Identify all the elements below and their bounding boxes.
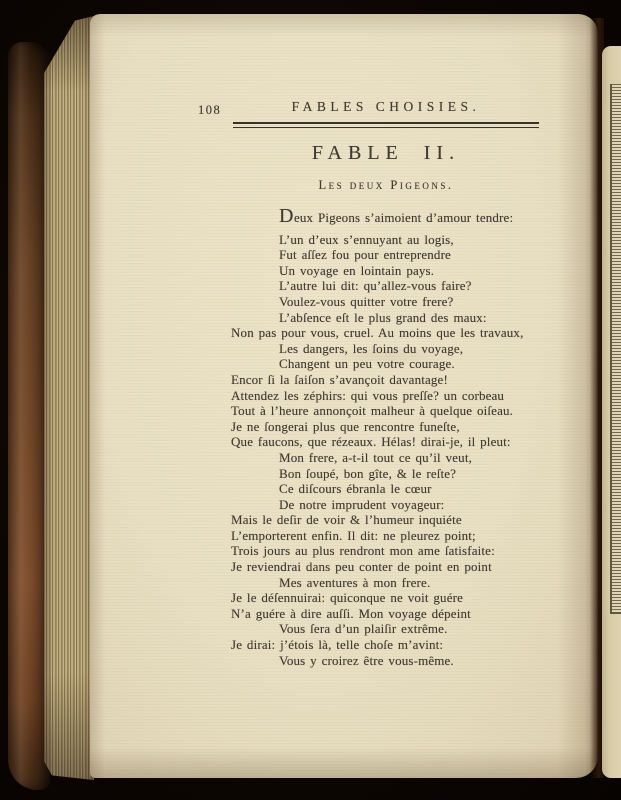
poem-line — [231, 247, 581, 263]
facing-page-text-edge — [610, 84, 621, 614]
poem-line-text: Mon frere, a-t-il tout ce qu’il veut, — [279, 449, 472, 465]
poem-line-text: N’a guére à dire auſſi. Mon voyage dépeint — [231, 605, 471, 621]
poem-line-text: Je ne ſongerai plus que rencontre funeſte, — [231, 418, 460, 434]
poem-line-text: Mes aventures à mon frere. — [279, 574, 431, 590]
poem-line — [231, 372, 581, 388]
poem-line — [231, 621, 581, 637]
poem-line — [231, 528, 581, 544]
poem-line — [231, 481, 581, 497]
poem-line — [231, 310, 581, 326]
poem-line-text: Je reviendrai dans peu conter de point en point — [231, 559, 492, 575]
running-title: FABLES CHOISIES. — [291, 99, 481, 114]
poem-line — [231, 653, 581, 669]
poem-line-text: L’un d’eux s’ennuyant au logis, — [279, 231, 454, 247]
poem-line-text: Mais le deſir de voir & l’humeur inquiéte — [231, 512, 462, 528]
poem-line-text: Ce diſcours ébranla le cœur — [279, 481, 432, 497]
poem-line-text: De notre imprudent voyageur: — [279, 496, 445, 512]
poem-line-text: Encor ſi la ſaiſon s’avançoit davantage! — [231, 371, 448, 387]
header-rule — [233, 122, 539, 128]
poem-line-text: Trois jours au plus rendront mon ame ſatisfaite: — [231, 543, 495, 559]
poem-line-text: eux Pigeons s’aimoient d’amour tendre: — [293, 210, 514, 225]
poem-line-text: Voulez-vous quitter votre frere? — [279, 293, 454, 309]
fable-title-heading: Les deux Pigeons. — [318, 178, 454, 192]
poem-line — [231, 497, 581, 513]
poem-line — [231, 232, 581, 248]
poem-line-text: Un voyage en lointain pays. — [279, 262, 435, 278]
poem-line-text: Fut aſſez fou pour entreprendre — [279, 247, 451, 263]
poem-line-text: Vous ſera d’un plaiſir extrême. — [279, 621, 448, 637]
poem-line-text: L’abſence eſt le plus grand des maux: — [279, 309, 487, 325]
book-spine — [8, 42, 50, 790]
poem-line — [231, 434, 581, 450]
poem-line — [231, 278, 581, 294]
poem-line — [231, 637, 581, 653]
poem-line — [231, 325, 581, 341]
poem-line-text: Que faucons, que rézeaux. Hélas! dirai-je, il pleut: — [231, 434, 511, 450]
page-number: 108 — [198, 103, 222, 117]
poem-line — [231, 450, 581, 466]
poem-line-text: L’emporterent enfin. Il dit: ne pleurez point; — [231, 527, 476, 543]
poem — [231, 205, 581, 668]
poem-line-text: Je le déſennuirai: quiconque ne voit guére — [231, 590, 464, 606]
poem-line-text: Changent un peu votre courage. — [279, 356, 455, 372]
poem-line — [231, 512, 581, 528]
poem-line — [231, 263, 581, 279]
poem-line — [231, 388, 581, 404]
poem-line-text: Tout à l’heure annonçoit malheur à quelque oiſeau. — [231, 403, 514, 419]
poem-line-text: Bon ſoupé, bon gîte, & le reſte? — [279, 465, 457, 481]
poem-line-text: Les dangers, les ſoins du voyage, — [279, 340, 464, 356]
facing-page-sliver — [602, 46, 621, 778]
poem-line — [231, 575, 581, 591]
poem-line — [231, 205, 581, 227]
poem-line-text: L’autre lui dit: qu’allez-vous faire? — [279, 278, 472, 294]
poem-line — [231, 559, 581, 575]
poem-line — [231, 403, 581, 419]
poem-line — [231, 590, 581, 606]
poem-line — [231, 419, 581, 435]
page-edge-stack — [44, 16, 94, 780]
poem-line-text: Vous y croirez être vous-même. — [279, 652, 454, 668]
poem-line — [231, 466, 581, 482]
drop-cap: D — [279, 205, 294, 227]
poem-line — [231, 606, 581, 622]
poem-line-text: Non pas pour vous, cruel. Au moins que les travaux, — [231, 325, 524, 341]
poem-line — [231, 356, 581, 372]
poem-line — [231, 341, 581, 357]
left-page — [90, 14, 598, 778]
fable-number-heading: FABLE II. — [311, 142, 461, 164]
poem-line — [231, 294, 581, 310]
poem-line — [231, 543, 581, 559]
poem-line-text: Je dirai: j’étois là, telle choſe m’avint: — [231, 637, 444, 653]
poem-line-text: Attendez les zéphirs: qui vous preſſe? un corbeau — [231, 387, 505, 403]
